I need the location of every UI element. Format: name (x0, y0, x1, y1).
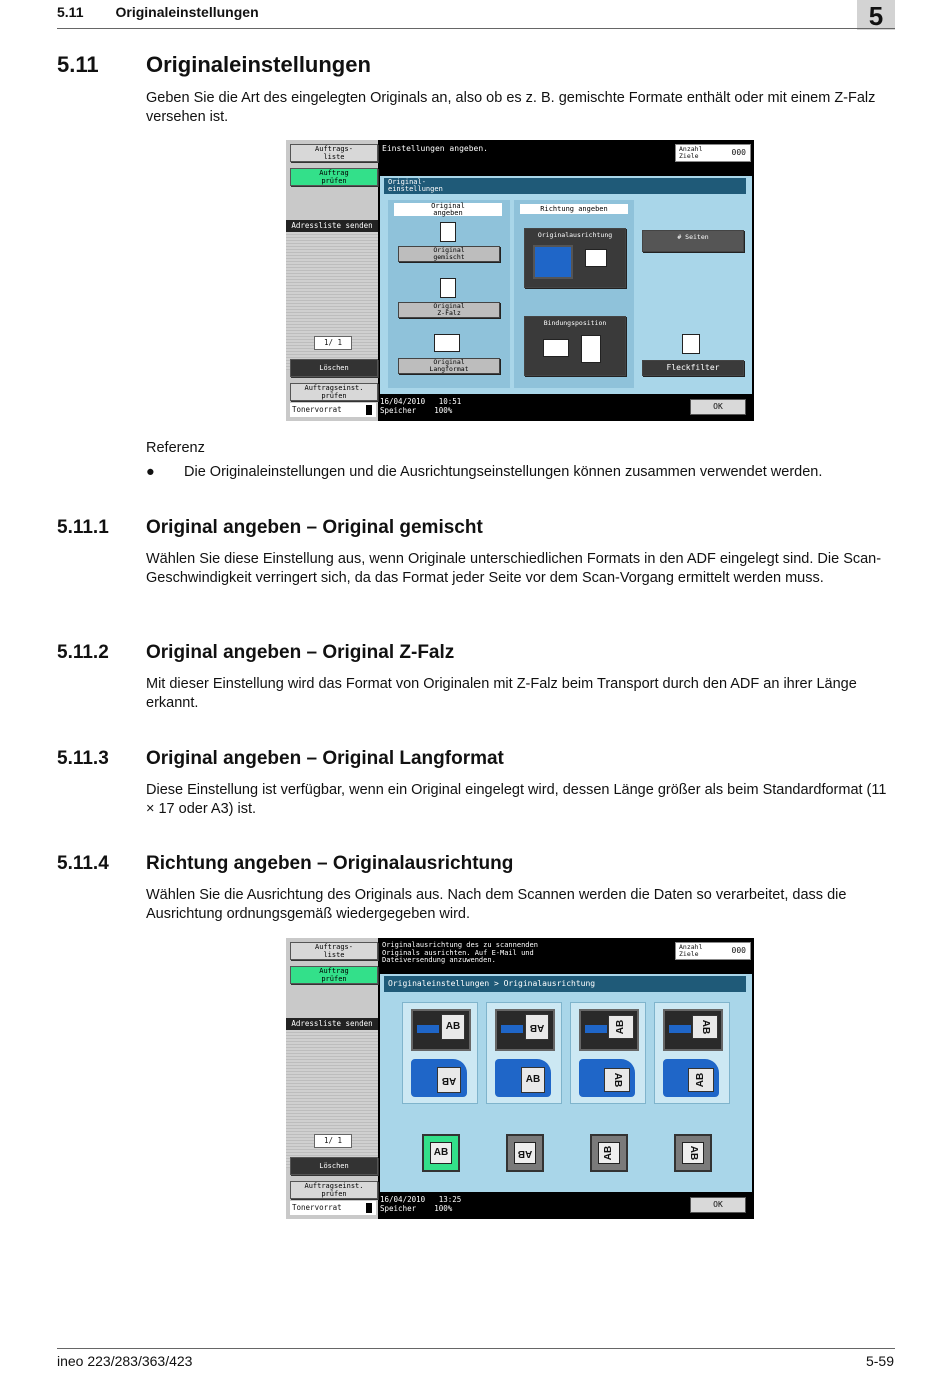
referenz-label: Referenz (146, 440, 205, 456)
orientation-ab-icon: AB (585, 249, 607, 267)
header-section: 5.11 Originaleinstellungen (57, 4, 259, 20)
rotate-ab-icon: AB (663, 1059, 719, 1097)
rotate-ab-icon: AB (495, 1059, 551, 1097)
panel-title: Originaleinstellungen > Originalausrichtung (384, 976, 746, 992)
ok-button[interactable]: OK (690, 1197, 746, 1213)
section-5-11-4-text: Wählen Sie die Ausrichtung des Originals aus. Nach dem Scannen werden die Daten so verarbeitet, dass die Ausrichtung ordnungsgemäß wiedergegeben wird. (146, 887, 847, 922)
loeschen-button[interactable]: Löschen (290, 1157, 378, 1175)
status-bar: 16/04/2010 10:51 Speicher 100% (380, 397, 462, 415)
settings-panel (380, 176, 752, 394)
auftrag-pruefen-button[interactable]: Auftrag prüfen (290, 168, 378, 186)
destination-counter: Anzahl Ziele 000 (675, 942, 751, 960)
intro-text: Geben Sie die Art des eingelegten Originals an, also ob es z. B. gemischte Formate enthält oder mit einem Z-Falz versehen ist. (146, 90, 876, 125)
control-panel-screen-1 (286, 140, 754, 421)
adressliste-senden-label[interactable]: Adressliste senden (286, 220, 378, 232)
adressliste-senden-label[interactable]: Adressliste senden (286, 1018, 378, 1030)
originalausrichtung-button[interactable]: Originalausrichtung AB (524, 228, 626, 288)
orientation-arrow-icon (533, 245, 573, 279)
bindungsposition-button[interactable]: Bindungsposition AB AB (524, 316, 626, 376)
rotate-ab-icon: AB (579, 1059, 635, 1097)
auftragsliste-button[interactable]: Auftrags- liste (290, 144, 378, 162)
orientation-tile-1[interactable] (402, 1002, 478, 1104)
status-bar: 16/04/2010 13:25 Speicher 100% (380, 1195, 462, 1213)
control-panel-screen-2 (286, 938, 754, 1219)
page-counter: 1/ 1 (314, 1134, 352, 1148)
chapter-number: 5 (857, 0, 895, 30)
top-message: Originalausrichtung des zu scannenden Originals ausrichten. Auf E-Mail und Dateiversendung anzuwenden. (382, 941, 538, 964)
header-rule (57, 28, 895, 29)
auftragseinst-pruefen-button[interactable]: Auftragseinst. prüfen (290, 1181, 378, 1199)
original-zfalz-button[interactable]: Original Z-Falz (398, 302, 500, 318)
destination-counter: Anzahl Ziele 000 (675, 144, 751, 162)
orientation-tile-2[interactable] (486, 1002, 562, 1104)
original-langformat-button[interactable]: Original Langformat (398, 358, 500, 374)
toner-indicator: Tonervorrat (290, 1201, 376, 1215)
fleckfilter-button[interactable]: Fleckfilter (642, 360, 744, 376)
page-counter: 1/ 1 (314, 336, 352, 350)
section-5-11-3-text: Diese Einstellung ist verfügbar, wenn ein Original eingelegt wird, dessen Länge größer als beim Standardformat (11 × 17 oder A3) ist. (146, 782, 887, 817)
feed-ab-icon: AB (663, 1009, 723, 1051)
rotate-ab-icon: AB (411, 1059, 467, 1097)
ok-button[interactable]: OK (690, 399, 746, 415)
top-message: Einstellungen angeben. (382, 144, 488, 153)
auftragsliste-button[interactable]: Auftrags- liste (290, 942, 378, 960)
orientation-select-2[interactable]: AB (506, 1134, 544, 1172)
section-5-11-2-text: Mit dieser Einstellung wird das Format von Originalen mit Z-Falz beim Transport durch den ADF an ihrer Länge erkannt. (146, 676, 857, 711)
footer-rule (57, 1348, 895, 1349)
original-gemischt-button[interactable]: Original gemischt (398, 246, 500, 262)
section-5-11-4-heading: 5.11.4 Richtung angeben – Originalausrichtung (57, 853, 514, 874)
seiten-button[interactable]: # Seiten (642, 230, 744, 252)
toner-indicator: Tonervorrat (290, 403, 376, 417)
fleckfilter-icon (682, 334, 700, 354)
feed-ab-icon: AB (579, 1009, 639, 1051)
loeschen-button[interactable]: Löschen (290, 359, 378, 377)
group-richtung-angeben: Richtung angeben Originalausrichtung AB Bindungsposition AB AB (514, 200, 634, 388)
document-zfold-icon (440, 278, 456, 298)
page-title: 5.11 Originaleinstellungen (57, 52, 371, 77)
section-5-11-1-heading: 5.11.1 Original angeben – Original gemischt (57, 517, 483, 538)
group-original-angeben: Original angeben Original gemischt Original Z-Falz Original Langformat (388, 200, 510, 388)
orientation-panel (380, 974, 752, 1192)
feed-ab-icon: AB (495, 1009, 555, 1051)
referenz-bullet: ● Die Originaleinstellungen und die Ausrichtungseinstellungen können zusammen verwendet werden. (146, 464, 823, 480)
binding-left-icon: AB (543, 339, 569, 357)
document-mixed-icon (440, 222, 456, 242)
orientation-tile-4[interactable] (654, 1002, 730, 1104)
section-5-11-1-text: Wählen Sie diese Einstellung aus, wenn Originale unterschiedlichen Formats in den ADF eingelegt sind. Die Scan-Geschwindigkeit verringert sich, da das Format jeder Seite vor dem Scan-Vorgang ermittelt werden muss. (146, 551, 882, 586)
header-title: Originaleinstellungen (115, 4, 259, 20)
side-bar (286, 140, 378, 421)
orientation-select-3[interactable]: AB (590, 1134, 628, 1172)
feed-ab-icon: AB (411, 1009, 471, 1051)
document-long-icon (434, 334, 460, 352)
orientation-select-1[interactable]: AB (422, 1134, 460, 1172)
orientation-select-4[interactable]: AB (674, 1134, 712, 1172)
side-bar (286, 938, 378, 1219)
section-5-11-2-heading: 5.11.2 Original angeben – Original Z-Falz (57, 642, 455, 663)
footer-model: ineo 223/283/363/423 (57, 1353, 193, 1369)
binding-top-icon: AB (581, 335, 601, 363)
orientation-tile-3[interactable] (570, 1002, 646, 1104)
footer-page-number: 5-59 (865, 1353, 894, 1369)
panel-title: Original- einstellungen (384, 178, 746, 194)
auftragseinst-pruefen-button[interactable]: Auftragseinst. prüfen (290, 383, 378, 401)
auftrag-pruefen-button[interactable]: Auftrag prüfen (290, 966, 378, 984)
section-5-11-3-heading: 5.11.3 Original angeben – Original Langformat (57, 748, 504, 769)
